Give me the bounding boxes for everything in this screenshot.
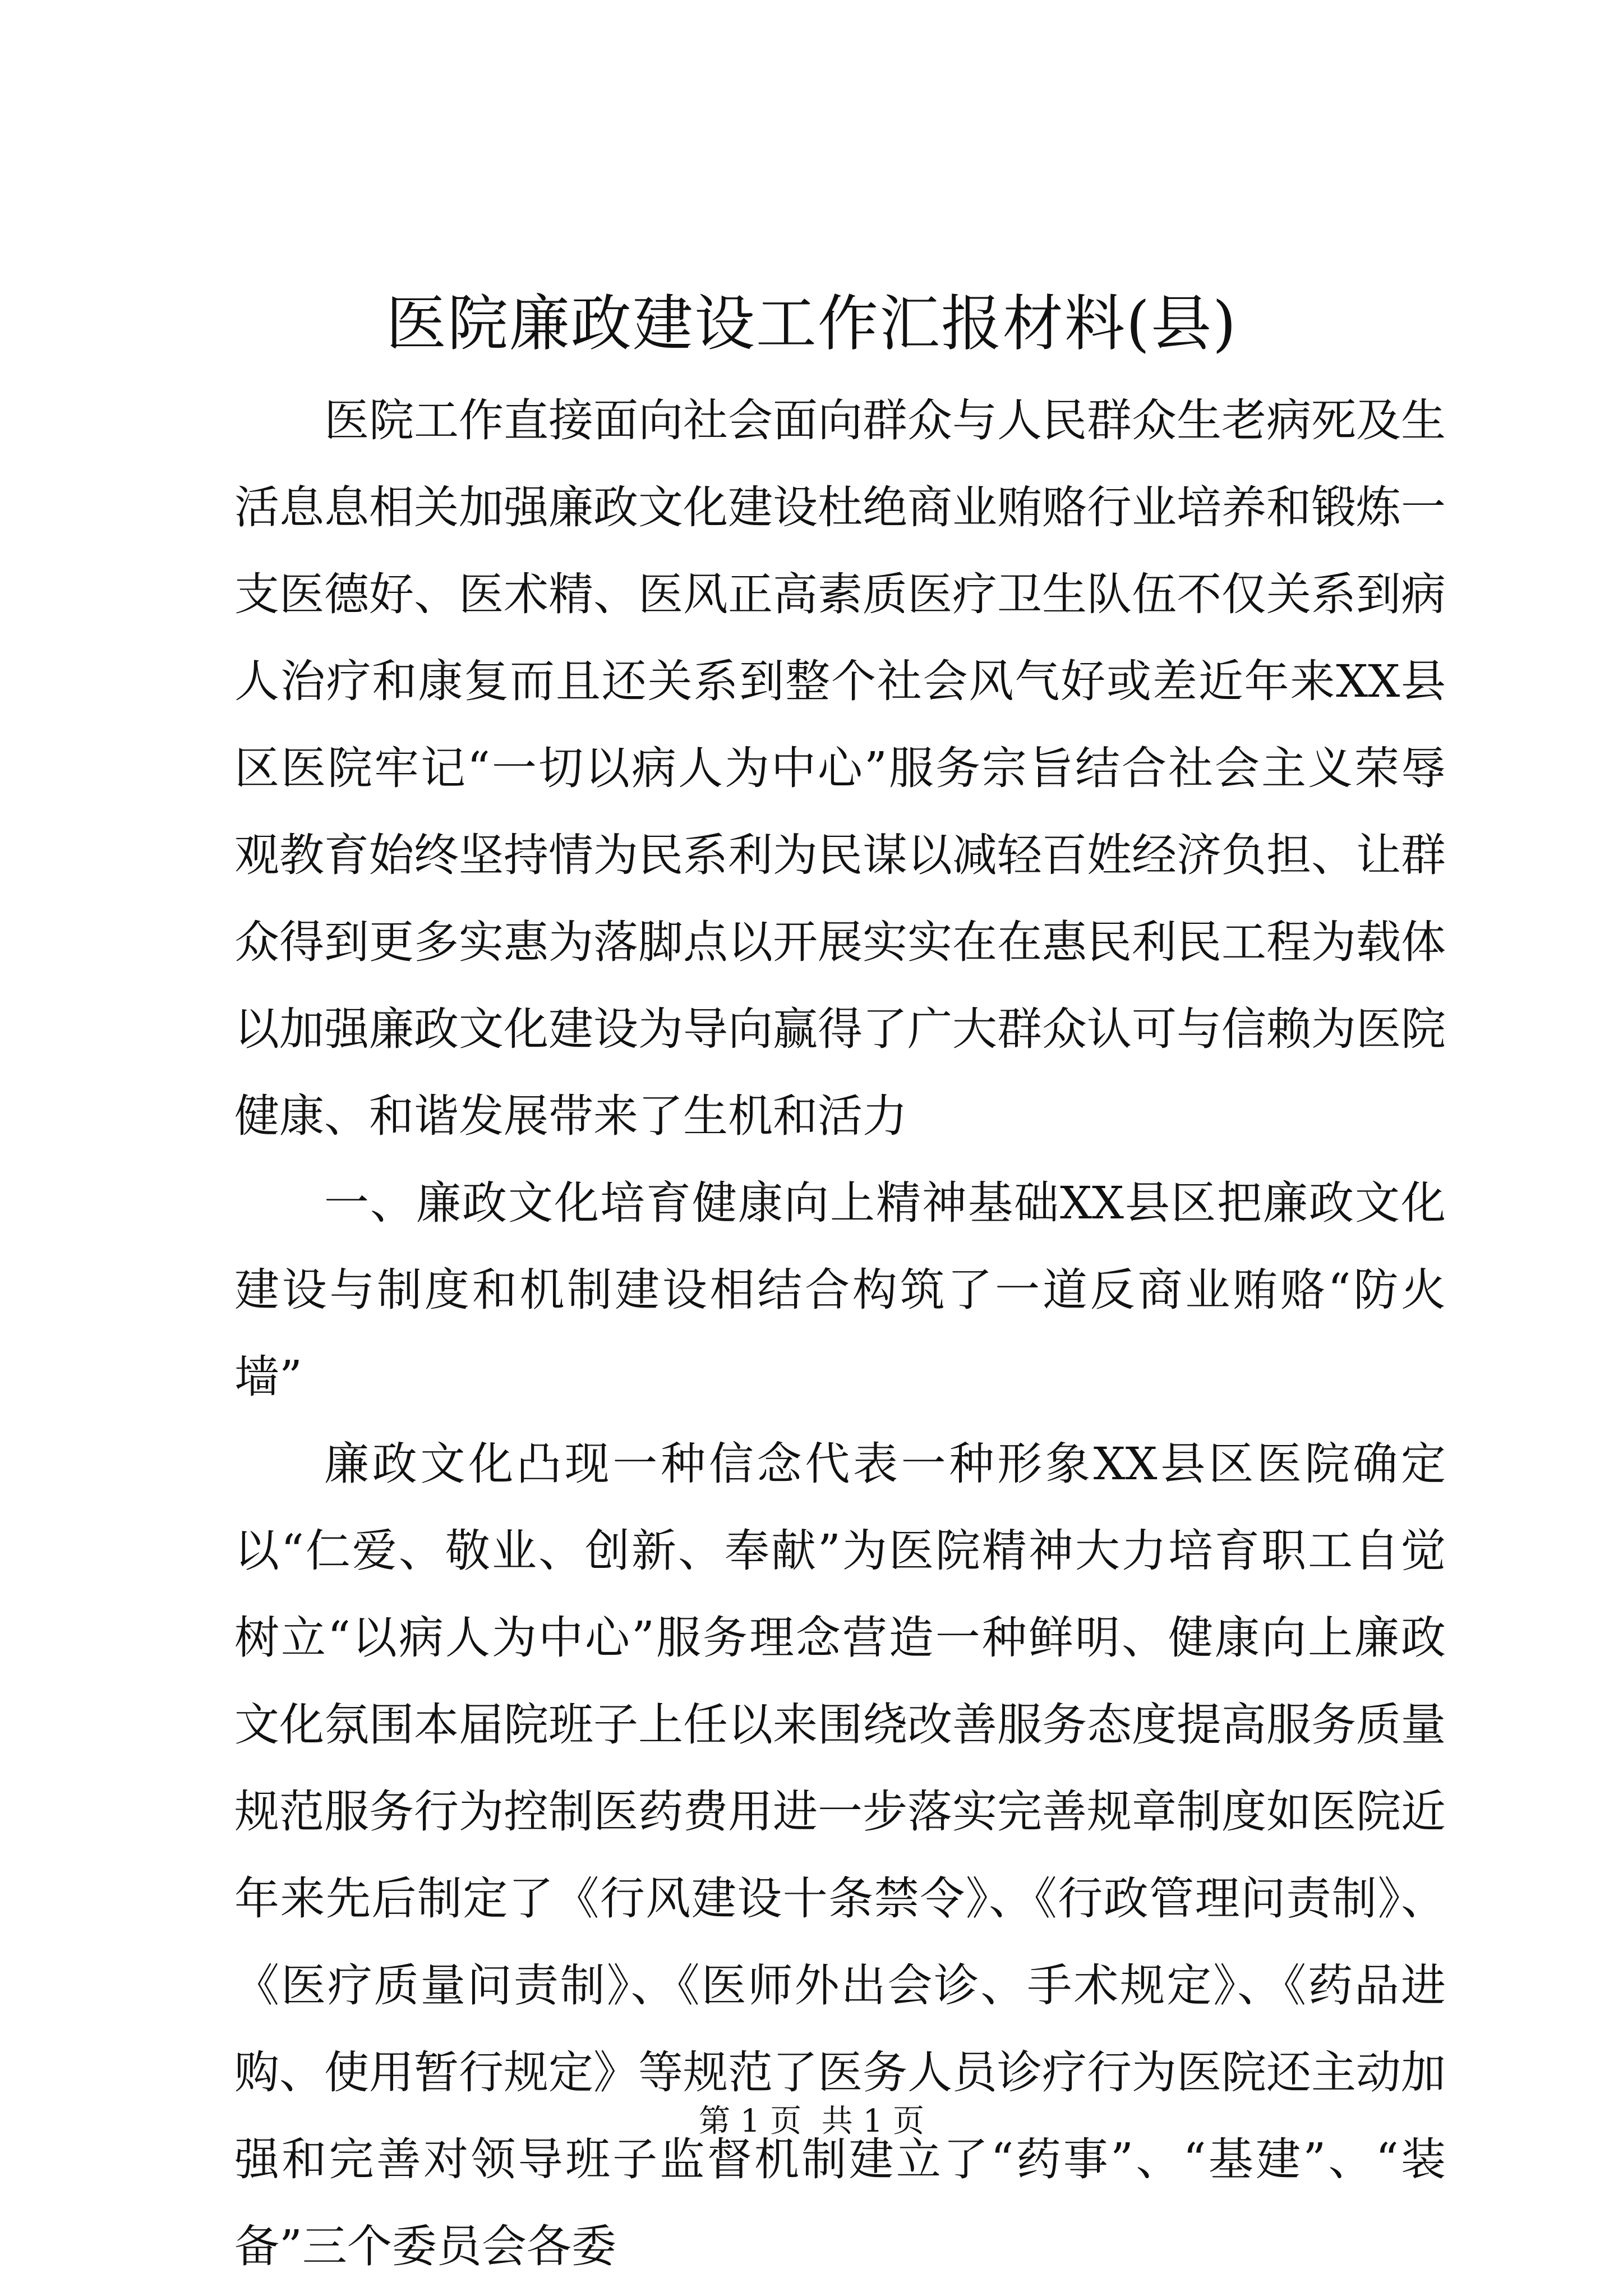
paragraph-section-one-body: 廉政文化凸现一种信念代表一种形象XX县区医院确定以“仁爱、敬业、创新、奉献”为医院精神大力培育职工自觉树立“以病人为中心”服务理念营造一种鲜明、健康向上廉政文化氛围本届院班子上任以来围绕改善服务态度提高服务质量规范服务行为控制医药费用进一步落实完善规章制度如医院近年来先后制定了《行风建设十条禁令》、《行政管理问责制》、《医疗质量问责制》、《医师外出会诊、手术规定》、《药品进购、使用暂行规定》等规范了医务人员诊疗行为医院还主动加强和完善对领导班子监督机制建立了“药事”、“基建”、“装备”三个委员会各委 [234,1438,1446,2272]
document-title: 医院廉政建设工作汇报材料(县) [385,289,1238,359]
paragraph-section-one-heading: 一、廉政文化培育健康向上精神基础XX县区把廉政文化建设与制度和机制建设相结合构筑了一道反商业贿赂“防火墙” [234,1177,1446,1403]
page-footer: 第 1 页 共 1 页 [698,2103,925,2139]
document-body [234,377,1446,2290]
paragraph-intro: 医院工作直接面向社会面向群众与人民群众生老病死及生活息息相关加强廉政文化建设杜绝商业贿赂行业培养和锻炼一支医德好、医术精、医风正高素质医疗卫生队伍不仅关系到病人治疗和康复而且还关系到整个社会风气好或差近年来XX县区医院牢记“一切以病人为中心”服务宗旨结合社会主义荣辱观教育始终坚持情为民系利为民谋以减轻百姓经济负担、让群众得到更多实惠为落脚点以开展实实在在惠民利民工程为载体以加强廉政文化建设为导向赢得了广大群众认可与信赖为医院健康、和谐发展带来了生机和活力 [234,394,1446,1142]
